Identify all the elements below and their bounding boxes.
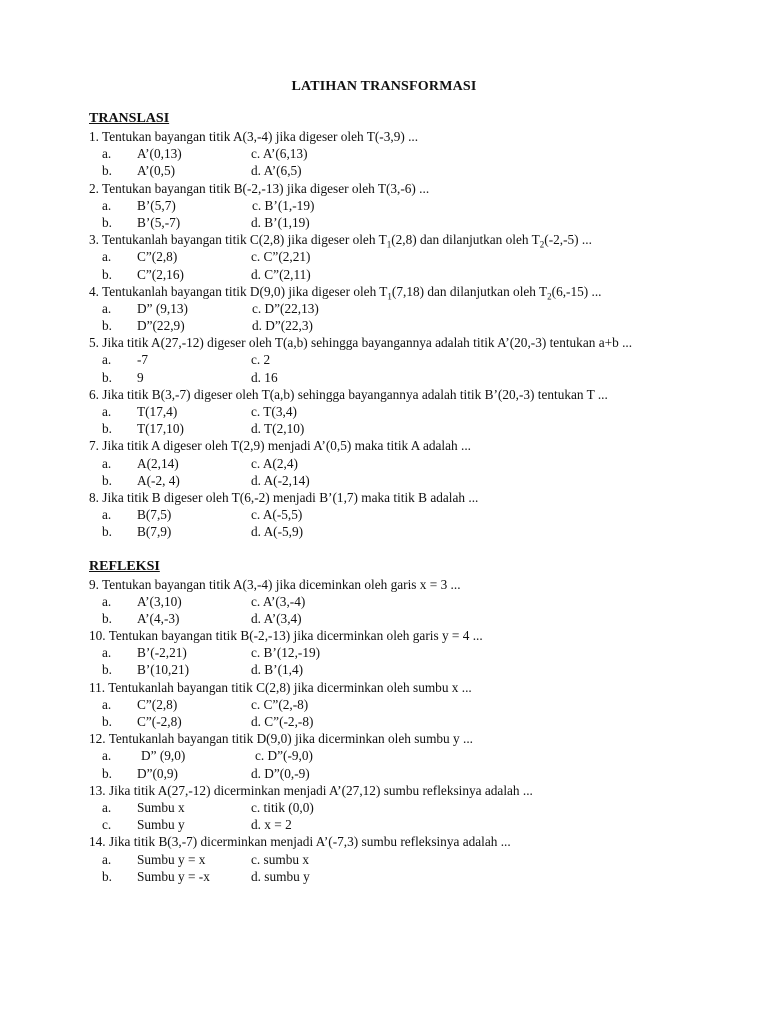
option-label: b. (102, 214, 112, 230)
section-heading-translasi: TRANSLASI (89, 111, 170, 126)
option-row (89, 472, 689, 489)
question-4 (89, 283, 689, 300)
option-value: Sumbu y = x (137, 851, 206, 867)
option-label: a. (102, 645, 112, 661)
question-12: 12. Tentukanlah bayangan titik D(9,0) jika dicerminkan oleh sumbu y ... (89, 731, 473, 747)
option-value: C”(-2,8) (137, 714, 182, 730)
option-value: -7 (137, 352, 149, 368)
subscript: 1 (386, 239, 392, 250)
option-value: c. titik (0,0) (251, 799, 314, 815)
question-8: 8. Jika titik B digeser oleh T(6,-2) menjadi B’(1,7) maka titik B adalah ... (89, 489, 479, 505)
option-row (89, 713, 689, 730)
question-1: 1. Tentukan bayangan titik A(3,-4) jika digeser oleh T(-3,9) ... (89, 129, 419, 144)
option-value: D” (9,0) (141, 748, 186, 764)
option-row (89, 644, 689, 661)
option-row (89, 696, 689, 713)
question-3-part: (2,8) dan dilanjutkan oleh T (391, 232, 540, 248)
option-row (89, 197, 689, 214)
option-label: b. (102, 318, 112, 334)
question-9: 9. Tentukan bayangan titik A(3,-4) jika diceminkan oleh garis x = 3 ... (89, 576, 461, 592)
option-value: c. B’(12,-19) (251, 645, 321, 661)
section-heading-refleksi: REFLEKSI (89, 558, 160, 574)
option-row (89, 765, 689, 782)
question-7: 7. Jika titik A digeser oleh T(2,9) menjadi A’(0,5) maka titik A adalah ... (89, 438, 471, 454)
option-label: a. (102, 799, 112, 815)
option-row (89, 506, 689, 523)
option-value: D”(0,9) (137, 765, 178, 781)
option-value: Sumbu x (137, 799, 185, 815)
option-row (89, 455, 689, 472)
question-5: 5. Jika titik A(27,-12) digeser oleh T(a,b) sehingga bayangannya adalah titik A’(20,-3) tentukan a+b ... (89, 335, 633, 351)
option-row (89, 523, 689, 540)
option-value: B’(-2,21) (137, 645, 187, 661)
option-row (89, 266, 689, 283)
question-3-part: 3. Tentukanlah bayangan titik C(2,8) jika digeser oleh T (89, 232, 387, 248)
option-label: b. (102, 266, 112, 282)
option-row (89, 248, 689, 265)
question-3 (89, 231, 689, 248)
option-value: d. sumbu y (251, 868, 310, 884)
option-value: d. A’(6,5) (251, 163, 302, 179)
question-10: 10. Tentukan bayangan titik B(-2,-13) jika dicerminkan oleh garis y = 4 ... (89, 628, 483, 644)
question-6: 6. Jika titik B(3,-7) digeser oleh T(a,b) sehingga bayangannya adalah titik B’(20,-3) tentukan T ... (89, 386, 608, 402)
question-4-part: (7,18) dan dilanjutkan oleh T (391, 283, 548, 299)
option-row (89, 317, 689, 334)
option-value: Sumbu y = -x (137, 868, 210, 884)
option-value: C”(2,8) (137, 249, 178, 265)
option-value: d. C”(2,11) (251, 266, 311, 282)
option-row (89, 661, 689, 678)
option-value: d. A(-2,14) (251, 472, 310, 488)
option-value: c. A’(6,13) (251, 146, 308, 162)
option-value: d. A(-5,9) (251, 524, 304, 540)
option-value: D” (9,13) (137, 300, 188, 316)
option-label: a. (102, 593, 112, 609)
option-label: a. (102, 352, 112, 368)
option-value: A’(4,-3) (137, 610, 180, 626)
option-label: a. (102, 455, 112, 471)
option-row (89, 610, 689, 627)
option-row (89, 816, 689, 833)
question-4-part: 4. Tentukanlah bayangan titik D(9,0) jika digeser oleh T (89, 283, 388, 299)
page-title: LATIHAN TRANSFORMASI (291, 79, 477, 94)
section-spacer (89, 541, 689, 558)
option-value: A’(0,13) (137, 146, 182, 162)
subscript: 2 (539, 239, 545, 250)
question-11: 11. Tentukanlah bayangan titik C(2,8) jika dicerminkan oleh sumbu x ... (89, 679, 472, 695)
option-label: a. (102, 748, 112, 764)
option-value: A(-2, 4) (137, 472, 180, 488)
option-label: a. (102, 507, 112, 523)
option-value: c. A(-5,5) (251, 507, 303, 523)
option-value: d. D”(22,3) (252, 318, 313, 334)
option-value: c. T(3,4) (251, 404, 297, 420)
option-value: c. A’(3,-4) (251, 593, 306, 609)
option-value: A’(0,5) (137, 163, 176, 179)
option-value: D”(22,9) (137, 318, 185, 334)
option-label: b. (102, 662, 112, 678)
option-row (89, 214, 689, 231)
option-value: c. B’(1,-19) (252, 197, 315, 213)
option-row (89, 593, 689, 610)
option-label: a. (102, 300, 112, 316)
option-value: c. sumbu x (251, 851, 309, 867)
option-value: T(17,10) (137, 421, 184, 437)
question-4-part: (6,-15) ... (551, 283, 602, 299)
option-label: b. (102, 524, 112, 540)
option-value: B(7,9) (137, 524, 172, 540)
option-value: B’(5,7) (137, 197, 176, 213)
option-value: c. C”(2,21) (251, 249, 311, 265)
option-label: b. (102, 868, 112, 884)
option-value: d. D”(0,-9) (251, 765, 310, 781)
question-2: 2. Tentukan bayangan titik B(-2,-13) jika digeser oleh T(3,-6) ... (89, 180, 430, 196)
option-value: c. C”(2,-8) (251, 696, 309, 712)
option-value: B’(10,21) (137, 662, 190, 678)
option-row (89, 351, 689, 368)
option-value: d. A’(3,4) (251, 610, 302, 626)
option-label: b. (102, 421, 112, 437)
option-row (89, 851, 689, 868)
option-value: Sumbu y (137, 817, 185, 833)
option-row (89, 300, 689, 317)
option-label: a. (102, 197, 112, 213)
worksheet-content (89, 110, 689, 885)
option-value: c. D”(-9,0) (255, 748, 313, 764)
option-value: c. A(2,4) (251, 455, 298, 471)
option-value: B(7,5) (137, 507, 172, 523)
option-value: d. 16 (251, 369, 278, 385)
question-13: 13. Jika titik A(27,-12) dicerminkan menjadi A’(27,12) sumbu refleksinya adalah ... (89, 782, 533, 798)
question-3-part: (-2,-5) ... (544, 232, 592, 248)
option-value: A(2,14) (137, 455, 179, 471)
subscript: 1 (387, 291, 392, 302)
option-row (89, 145, 689, 162)
option-label: b. (102, 714, 112, 730)
option-value: C”(2,8) (137, 696, 178, 712)
option-label: c. (102, 817, 112, 833)
option-row (89, 369, 689, 386)
option-row (89, 868, 689, 885)
option-value: c. D”(22,13) (252, 300, 319, 316)
option-value: d. B’(1,19) (251, 214, 310, 230)
option-label: b. (102, 765, 112, 781)
option-value: d. B’(1,4) (251, 662, 304, 678)
option-value: d. T(2,10) (251, 421, 305, 437)
option-row (89, 747, 689, 764)
option-value: 9 (137, 369, 144, 385)
option-label: a. (102, 696, 112, 712)
option-label: a. (102, 851, 112, 867)
option-row (89, 420, 689, 437)
question-14: 14. Jika titik B(3,-7) dicerminkan menjadi A’(-7,3) sumbu refleksinya adalah ... (89, 834, 511, 850)
option-label: b. (102, 472, 112, 488)
option-value: c. 2 (251, 352, 271, 368)
option-value: T(17,4) (137, 404, 178, 420)
option-label: b. (102, 369, 112, 385)
option-value: C”(2,16) (137, 266, 184, 282)
option-label: b. (102, 163, 112, 179)
option-label: a. (102, 249, 112, 265)
option-value: d. C”(-2,-8) (251, 714, 314, 730)
option-label: b. (102, 610, 112, 626)
option-row (89, 799, 689, 816)
option-row (89, 162, 689, 179)
option-value: B’(5,-7) (137, 214, 181, 230)
option-value: d. x = 2 (251, 817, 292, 833)
option-row (89, 403, 689, 420)
option-label: a. (102, 404, 112, 420)
option-label: a. (102, 146, 112, 162)
option-value: A’(3,10) (137, 593, 182, 609)
subscript: 2 (547, 291, 552, 302)
